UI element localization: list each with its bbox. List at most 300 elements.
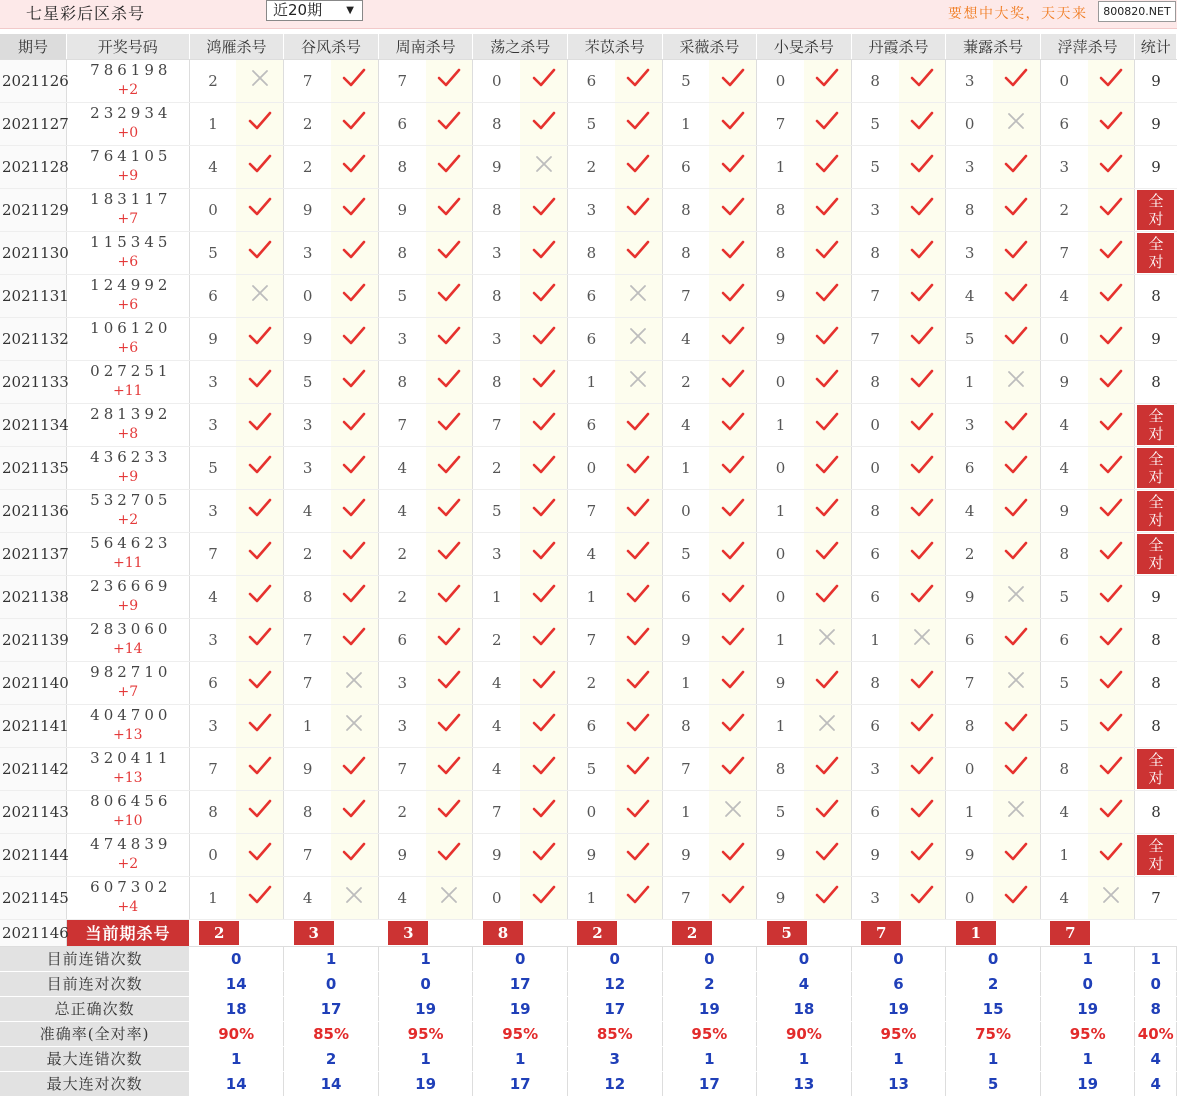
summary-value: 1 (1040, 946, 1135, 971)
check-icon (993, 833, 1040, 876)
summary-value: 85% (284, 1021, 379, 1046)
check-icon (899, 317, 946, 360)
kill-value: 8 (378, 360, 425, 403)
check-icon (899, 274, 946, 317)
draw-extra: +10 (113, 813, 143, 829)
issue-cell: 2021139 (0, 618, 66, 661)
summary-value: 4 (1135, 1046, 1177, 1071)
current-kill-number: 2 (672, 921, 712, 945)
kill-value: 9 (757, 661, 804, 704)
table-row (0, 489, 1177, 532)
kill-value: 6 (189, 274, 236, 317)
current-kill-cell (851, 919, 946, 946)
kill-value: 4 (189, 145, 236, 188)
cross-icon (993, 575, 1040, 618)
cross-icon (709, 790, 756, 833)
check-icon (426, 575, 473, 618)
check-icon (520, 489, 567, 532)
kill-value: 3 (378, 661, 425, 704)
summary-value: 40% (1135, 1021, 1177, 1046)
kill-value: 7 (567, 489, 614, 532)
check-icon (899, 876, 946, 919)
kill-value: 7 (662, 876, 709, 919)
draw-cell (66, 231, 189, 274)
check-icon (426, 489, 473, 532)
kill-value: 9 (1040, 360, 1087, 403)
summary-label: 目前连对次数 (0, 971, 189, 996)
kill-value: 8 (473, 360, 520, 403)
issue-cell: 2021131 (0, 274, 66, 317)
summary-value: 1 (473, 1046, 568, 1071)
draw-extra: +14 (113, 641, 143, 657)
check-icon (615, 661, 662, 704)
kill-value: 5 (1040, 661, 1087, 704)
kill-value: 3 (946, 403, 993, 446)
draw-numbers: 106120 (90, 319, 172, 337)
check-icon (804, 188, 851, 231)
all-correct-badge: 全 对 (1137, 749, 1174, 789)
check-icon (520, 360, 567, 403)
kill-value: 7 (189, 747, 236, 790)
kill-value: 9 (284, 317, 331, 360)
kill-value: 2 (189, 59, 236, 102)
kill-value: 5 (662, 59, 709, 102)
check-icon (236, 747, 283, 790)
kill-value: 5 (189, 231, 236, 274)
check-icon (236, 833, 283, 876)
check-icon (331, 575, 378, 618)
summary-value: 95% (473, 1021, 568, 1046)
summary-value: 95% (662, 1021, 757, 1046)
kill-value: 1 (946, 790, 993, 833)
check-icon (804, 403, 851, 446)
kill-value: 3 (189, 360, 236, 403)
check-icon (993, 403, 1040, 446)
current-kill-cell (189, 919, 284, 946)
summary-value: 8 (1135, 996, 1177, 1021)
check-icon (615, 704, 662, 747)
issue-cell: 2021141 (0, 704, 66, 747)
kill-value: 3 (189, 618, 236, 661)
cross-icon (331, 704, 378, 747)
kill-value: 4 (567, 532, 614, 575)
check-icon (1088, 145, 1135, 188)
kill-value: 3 (284, 446, 331, 489)
check-icon (426, 618, 473, 661)
current-kill-cell (757, 919, 852, 946)
check-icon (520, 188, 567, 231)
stat-cell: 7 (1135, 876, 1177, 919)
summary-value: 95% (1040, 1021, 1135, 1046)
kill-value: 2 (284, 145, 331, 188)
draw-extra: +9 (117, 168, 139, 184)
check-icon (236, 618, 283, 661)
check-icon (426, 704, 473, 747)
all-correct-badge: 全 对 (1137, 405, 1174, 445)
summary-value: 17 (473, 1071, 568, 1096)
kill-value: 4 (946, 489, 993, 532)
kill-value: 6 (567, 274, 614, 317)
kill-value: 6 (1040, 618, 1087, 661)
kill-value: 9 (946, 575, 993, 618)
cross-icon (615, 360, 662, 403)
table-row (0, 59, 1177, 102)
kill-value: 1 (662, 790, 709, 833)
check-icon (1088, 59, 1135, 102)
issue-cell: 2021127 (0, 102, 66, 145)
kill-value: 3 (851, 876, 898, 919)
kill-value: 9 (757, 876, 804, 919)
kill-value: 7 (851, 317, 898, 360)
table-row (0, 704, 1177, 747)
check-icon (1088, 833, 1135, 876)
check-icon (426, 661, 473, 704)
summary-value: 2 (946, 971, 1041, 996)
stat-cell: 9 (1135, 317, 1177, 360)
table-row (0, 360, 1177, 403)
check-icon (993, 876, 1040, 919)
summary-value: 1 (757, 1046, 852, 1071)
current-kill-cell (567, 919, 662, 946)
check-icon (1088, 360, 1135, 403)
cross-icon (615, 317, 662, 360)
draw-cell (66, 489, 189, 532)
summary-value: 12 (567, 971, 662, 996)
check-icon (520, 274, 567, 317)
table-row (0, 876, 1177, 919)
check-icon (993, 489, 1040, 532)
check-icon (1088, 704, 1135, 747)
page-title: 七星彩后区杀号 (26, 4, 146, 23)
draw-cell (66, 274, 189, 317)
check-icon (1088, 188, 1135, 231)
kill-value: 8 (284, 575, 331, 618)
check-icon (804, 145, 851, 188)
check-icon (899, 532, 946, 575)
kill-value: 7 (662, 747, 709, 790)
summary-label: 目前连错次数 (0, 946, 189, 971)
check-icon (331, 231, 378, 274)
draw-numbers: 232934 (90, 104, 172, 122)
kill-value: 0 (757, 360, 804, 403)
check-icon (1088, 102, 1135, 145)
kill-value: 8 (1040, 747, 1087, 790)
kill-value: 2 (662, 360, 709, 403)
kill-value: 5 (946, 317, 993, 360)
draw-extra: +9 (117, 469, 139, 485)
kill-value: 1 (662, 102, 709, 145)
table-row (0, 532, 1177, 575)
issue-cell: 2021133 (0, 360, 66, 403)
cross-icon (993, 102, 1040, 145)
draw-cell (66, 102, 189, 145)
kill-value: 2 (284, 532, 331, 575)
kill-value: 8 (189, 790, 236, 833)
kill-value: 7 (851, 274, 898, 317)
check-icon (899, 661, 946, 704)
issue-cell: 2021140 (0, 661, 66, 704)
draw-extra: +8 (117, 426, 139, 442)
draw-numbers: 982710 (90, 663, 172, 681)
kill-value: 4 (473, 704, 520, 747)
check-icon (804, 317, 851, 360)
kill-value: 0 (567, 790, 614, 833)
check-icon (709, 274, 756, 317)
check-icon (615, 790, 662, 833)
check-icon (615, 532, 662, 575)
kill-value: 4 (662, 403, 709, 446)
draw-cell (66, 618, 189, 661)
check-icon (426, 833, 473, 876)
kill-value: 8 (378, 231, 425, 274)
summary-value: 95% (851, 1021, 946, 1046)
check-icon (236, 661, 283, 704)
kill-value: 6 (662, 575, 709, 618)
kill-value: 7 (757, 102, 804, 145)
summary-label: 准确率(全对率) (0, 1021, 189, 1046)
current-kill-number: 2 (199, 921, 239, 945)
kill-value: 0 (946, 747, 993, 790)
kill-value: 3 (378, 317, 425, 360)
check-icon (899, 747, 946, 790)
check-icon (520, 532, 567, 575)
summary-value: 19 (662, 996, 757, 1021)
kill-value: 5 (851, 102, 898, 145)
kill-value: 0 (946, 102, 993, 145)
current-kill-number: 7 (1050, 921, 1090, 945)
check-icon (993, 188, 1040, 231)
period-select-value: 近20期 (273, 1, 323, 19)
summary-value: 85% (567, 1021, 662, 1046)
kill-value: 6 (567, 317, 614, 360)
check-icon (804, 102, 851, 145)
summary-value: 17 (284, 996, 379, 1021)
kill-value: 9 (473, 833, 520, 876)
check-icon (804, 790, 851, 833)
check-icon (615, 489, 662, 532)
kill-value: 3 (473, 317, 520, 360)
check-icon (520, 231, 567, 274)
draw-numbers: 806456 (90, 792, 172, 810)
check-icon (520, 403, 567, 446)
kill-value: 8 (851, 231, 898, 274)
kill-value: 0 (757, 575, 804, 618)
check-icon (615, 575, 662, 618)
kill-value: 9 (1040, 489, 1087, 532)
draw-extra: +13 (113, 770, 143, 786)
caret-down-icon: ▼ (346, 5, 354, 16)
check-icon (331, 790, 378, 833)
col-header-expert: 谷风杀号 (284, 34, 379, 59)
draw-cell (66, 360, 189, 403)
site-badge[interactable]: 800820.NET (1098, 1, 1176, 22)
check-icon (426, 188, 473, 231)
summary-row (0, 996, 1177, 1021)
stat-cell: 9 (1135, 59, 1177, 102)
cross-icon (331, 661, 378, 704)
kill-value: 1 (757, 704, 804, 747)
kill-value: 4 (378, 446, 425, 489)
check-icon (426, 102, 473, 145)
check-icon (331, 489, 378, 532)
kill-value: 9 (284, 188, 331, 231)
check-icon (615, 876, 662, 919)
kill-value: 0 (473, 876, 520, 919)
kill-value: 2 (567, 661, 614, 704)
issue-cell: 2021138 (0, 575, 66, 618)
draw-cell (66, 317, 189, 360)
cross-icon (899, 618, 946, 661)
kill-value: 0 (851, 446, 898, 489)
current-kill-cell (662, 919, 757, 946)
draw-cell (66, 575, 189, 618)
kill-value: 8 (851, 360, 898, 403)
draw-numbers: 474839 (90, 835, 172, 853)
summary-value: 19 (378, 996, 473, 1021)
check-icon (993, 274, 1040, 317)
check-icon (993, 231, 1040, 274)
check-icon (899, 790, 946, 833)
summary-label: 最大连对次数 (0, 1071, 189, 1096)
kill-value: 9 (567, 833, 614, 876)
stat-cell: 8 (1135, 618, 1177, 661)
kill-value: 6 (946, 446, 993, 489)
summary-label: 总正确次数 (0, 996, 189, 1021)
kill-value: 3 (1040, 145, 1087, 188)
kill-value: 8 (284, 790, 331, 833)
kill-value: 8 (473, 274, 520, 317)
check-icon (993, 704, 1040, 747)
check-icon (331, 102, 378, 145)
check-icon (709, 532, 756, 575)
kill-value: 5 (851, 145, 898, 188)
kill-value: 0 (946, 876, 993, 919)
summary-value: 19 (851, 996, 946, 1021)
kill-value: 1 (757, 489, 804, 532)
check-icon (1088, 231, 1135, 274)
check-icon (520, 833, 567, 876)
summary-value: 17 (662, 1071, 757, 1096)
summary-value: 1 (189, 1046, 284, 1071)
check-icon (331, 833, 378, 876)
kill-value: 5 (662, 532, 709, 575)
kill-value: 0 (189, 833, 236, 876)
kill-value: 9 (189, 317, 236, 360)
kill-value: 2 (473, 446, 520, 489)
summary-value: 0 (757, 946, 852, 971)
issue-cell: 2021135 (0, 446, 66, 489)
kill-value: 1 (851, 618, 898, 661)
all-correct-badge: 全 对 (1137, 233, 1174, 273)
kill-value: 1 (284, 704, 331, 747)
check-icon (615, 747, 662, 790)
kill-value: 9 (851, 833, 898, 876)
draw-extra: +2 (117, 82, 139, 98)
cross-icon (1088, 876, 1135, 919)
kill-value: 3 (189, 704, 236, 747)
summary-row (0, 946, 1177, 971)
stat-cell (1135, 833, 1177, 876)
check-icon (709, 661, 756, 704)
kill-value: 6 (851, 575, 898, 618)
table-row (0, 102, 1177, 145)
stat-cell (1135, 188, 1177, 231)
check-icon (1088, 661, 1135, 704)
check-icon (426, 403, 473, 446)
summary-value: 1 (378, 1046, 473, 1071)
kill-value: 7 (662, 274, 709, 317)
check-icon (426, 446, 473, 489)
draw-cell (66, 532, 189, 575)
draw-extra: +6 (117, 340, 139, 356)
kill-value: 0 (1040, 59, 1087, 102)
draw-cell (66, 59, 189, 102)
draw-extra: +6 (117, 254, 139, 270)
check-icon (804, 575, 851, 618)
check-icon (331, 59, 378, 102)
current-kill-cell (284, 919, 379, 946)
check-icon (899, 231, 946, 274)
issue-cell: 2021137 (0, 532, 66, 575)
kill-value: 1 (757, 403, 804, 446)
draw-extra: +7 (117, 684, 139, 700)
kill-value: 5 (284, 360, 331, 403)
check-icon (804, 59, 851, 102)
kill-value: 5 (473, 489, 520, 532)
col-header-expert: 丹霞杀号 (851, 34, 946, 59)
draw-numbers: 532705 (90, 491, 172, 509)
check-icon (899, 489, 946, 532)
kill-value: 6 (851, 790, 898, 833)
kill-value: 7 (284, 59, 331, 102)
kill-value: 3 (473, 231, 520, 274)
kill-value: 3 (851, 188, 898, 231)
check-icon (709, 317, 756, 360)
check-icon (520, 790, 567, 833)
kill-value: 8 (662, 188, 709, 231)
kill-value: 8 (567, 231, 614, 274)
check-icon (709, 188, 756, 231)
draw-numbers: 436233 (90, 448, 172, 466)
issue-cell: 2021126 (0, 59, 66, 102)
kill-value: 2 (1040, 188, 1087, 231)
summary-value: 6 (851, 971, 946, 996)
check-icon (236, 532, 283, 575)
kill-value: 5 (757, 790, 804, 833)
summary-value: 14 (189, 1071, 284, 1096)
check-icon (331, 532, 378, 575)
kill-value: 6 (851, 704, 898, 747)
stat-cell: 9 (1135, 102, 1177, 145)
period-select[interactable] (266, 0, 363, 21)
kill-value: 1 (567, 575, 614, 618)
kill-value: 2 (378, 532, 425, 575)
kill-value: 1 (567, 876, 614, 919)
kill-value: 6 (378, 102, 425, 145)
check-icon (1088, 274, 1135, 317)
summary-value: 17 (567, 996, 662, 1021)
check-icon (426, 790, 473, 833)
check-icon (709, 446, 756, 489)
kill-value: 8 (757, 231, 804, 274)
table-header (0, 34, 1177, 59)
stat-cell: 9 (1135, 575, 1177, 618)
kill-value: 7 (473, 790, 520, 833)
kill-value: 4 (946, 274, 993, 317)
kill-value: 0 (189, 188, 236, 231)
check-icon (1088, 747, 1135, 790)
check-icon (804, 231, 851, 274)
